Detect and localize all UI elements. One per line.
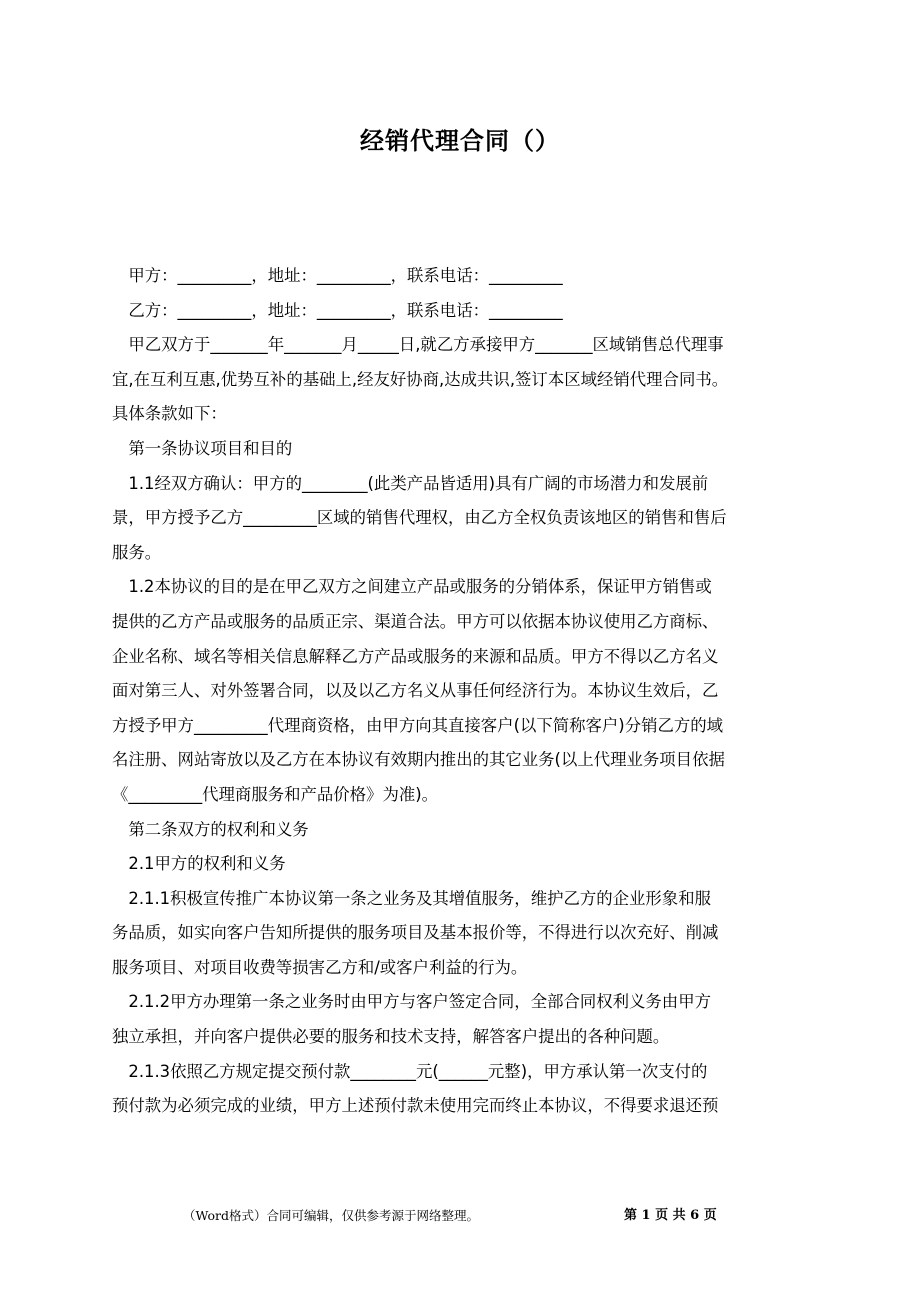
text-line: 1.2本协议的目的是在甲乙双方之间建立产品或服务的分销体系，保证甲方销售或 — [112, 577, 712, 597]
footer-note: （Word格式）合同可编辑，仅供参考源于网络整理。 — [183, 1208, 480, 1223]
section-heading: 第二条双方的权利和义务 — [112, 819, 309, 839]
text-line: 具体条款如下： — [112, 404, 227, 424]
contract-body — [112, 259, 818, 1124]
section-heading: 第一条协议项目和目的 — [112, 438, 293, 458]
text-line: 服务项目、对项目收费等损害乙方和/或客户利益的行为。 — [112, 957, 528, 977]
text-line: 面对第三人、对外签署合同，以及以乙方名义从事任何经济行为。本协议生效后，乙 — [112, 681, 719, 701]
text-line: 2.1.3依照乙方规定提交预付款________元(______元整)，甲方承认第一次支付的 — [112, 1061, 708, 1081]
subsection-heading: 2.1甲方的权利和义务 — [112, 854, 286, 874]
text-line: 独立承担，并向客户提供必要的服务和技术支持，解答客户提出的各种问题。 — [112, 1027, 670, 1047]
text-line: 甲方：_________，地址：_________，联系电话：_________ — [112, 266, 563, 285]
text-line: 务品质，如实向客户告知所提供的服务项目及基本报价等，不得进行以次充好、削减 — [112, 923, 719, 943]
text-line: 方授予甲方_________代理商资格，由甲方向其直接客户(以下简称客户)分销乙方的域 — [112, 715, 724, 735]
text-line: 2.1.1积极宣传推广本协议第一条之业务及其增值服务，维护乙方的企业形象和服 — [112, 888, 711, 908]
text-line: 名注册、网站寄放以及乙方在本协议有效期内推出的其它业务(以上代理业务项目依据 — [112, 750, 725, 770]
text-line: 1.1经双方确认：甲方的________(此类产品皆适用)具有广阔的市场潜力和发展前 — [112, 473, 709, 493]
text-line: 乙方：_________，地址：_________，联系电话：_________ — [112, 300, 563, 320]
text-line: 2.1.2甲方办理第一条之业务时由甲方与客户签定合同，全部合同权利义务由甲方 — [112, 992, 711, 1012]
text-line: 服务。 — [112, 542, 162, 562]
text-line: 企业名称、域名等相关信息解释乙方产品或服务的来源和品质。甲方不得以乙方名义 — [112, 646, 719, 666]
text-line: 预付款为必须完成的业绩，甲方上述预付款未使用完而终止本协议，不得要求退还预 — [112, 1096, 719, 1116]
document-title: 经销代理合同（） — [360, 127, 560, 155]
page-number: 第 1 页 共 6 页 — [624, 1208, 717, 1223]
text-line: 甲乙双方于_______年_______月_____日,就乙方承接甲方_______区域销售总代理事 — [112, 335, 724, 355]
text-line: 提供的乙方产品或服务的品质正宗、渠道合法。甲方可以依据本协议使用乙方商标、 — [112, 611, 719, 631]
text-line: 宜,在互利互惠,优势互补的基础上,经友好协商,达成共识,签订本区域经销代理合同书。 — [112, 369, 729, 389]
text-line: 景，甲方授予乙方_________区域的销售代理权，由乙方全权负责该地区的销售和售后 — [112, 508, 727, 528]
text-line: 《_________代理商服务和产品价格》为准)。 — [112, 784, 439, 804]
